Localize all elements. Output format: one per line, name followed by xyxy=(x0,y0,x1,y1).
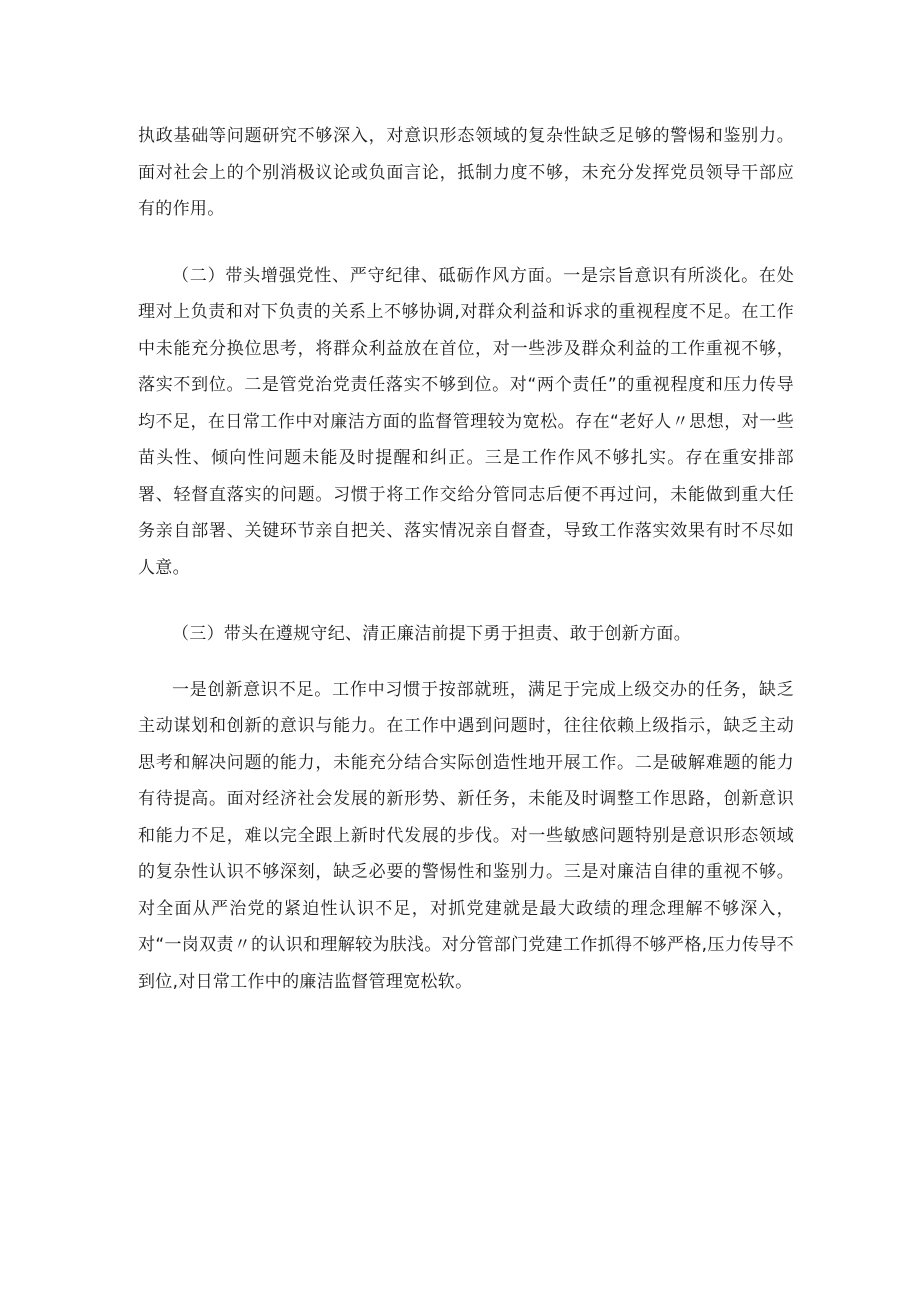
paragraph-continuation: 执政基础等问题研究不够深入，对意识形态领域的复杂性缺乏足够的警惕和鉴别力。面对社会上的个别消极议论或负面言论，抵制力度不够，未充分发挥党员领导干部应有的作用。 xyxy=(138,126,794,219)
paragraph-section-three-heading: （三）带头在遵规守纪、清正廉洁前提下勇于担责、敢于创新方面。 xyxy=(172,624,691,644)
paragraph-section-two: （二）带头增强党性、严守纪律、砥砺作风方面。一是宗旨意识有所淡化。在处理对上负责和对下负责的关系上不够协调,对群众利益和诉求的重视程度不足。在工作中未能充分换位思考，将群众利益放在首位，对一些涉及群众利益的工作重视不够，落实不到位。二是管党治党责任落实不够到位。对“两个责任”的重视程度和压力传导均不足，在日常工作中对廉洁方面的监督管理较为宽松。存在“老好人〃思想，对一些苗头性、倾向性问题未能及时提醒和纠正。三是工作作风不够扎实。存在重安排部署、轻督直落实的问题。习惯于将工作交给分管同志后便不再过问，未能做到重大任务亲自部署、关键环节亲自把关、落实情况亲自督查，导致工作落实效果有时不尽如人意。 xyxy=(138,265,794,578)
paragraph-section-three-body: 一是创新意识不足。工作中习惯于按部就班，满足于完成上级交办的任务，缺乏主动谋划和创新的意识与能力。在工作中遇到问题时，往往依赖上级指示，缺乏主动思考和解决问题的能力，未能充分结合实际创造性地开展工作。二是破解难题的能力有待提高。面对经济社会发展的新形势、新任务，未能及时调整工作思路，创新意识和能力不足，难以完全跟上新时代发展的步伐。对一些敏感问题特别是意识形态领域的复杂性认识不够深刻，缺乏必要的警惕性和鉴别力。三是对廉洁自律的重视不够。对全面从严治党的紧迫性认识不足，对抓党建就是最大政绩的理念理解不够深入，对“一岗双责〃的认识和理解较为肤浅。对分管部门党建工作抓得不够严格,压力传导不到位,对日常工作中的廉洁监督管理宽松软。 xyxy=(138,679,794,992)
document-body xyxy=(138,118,794,1030)
